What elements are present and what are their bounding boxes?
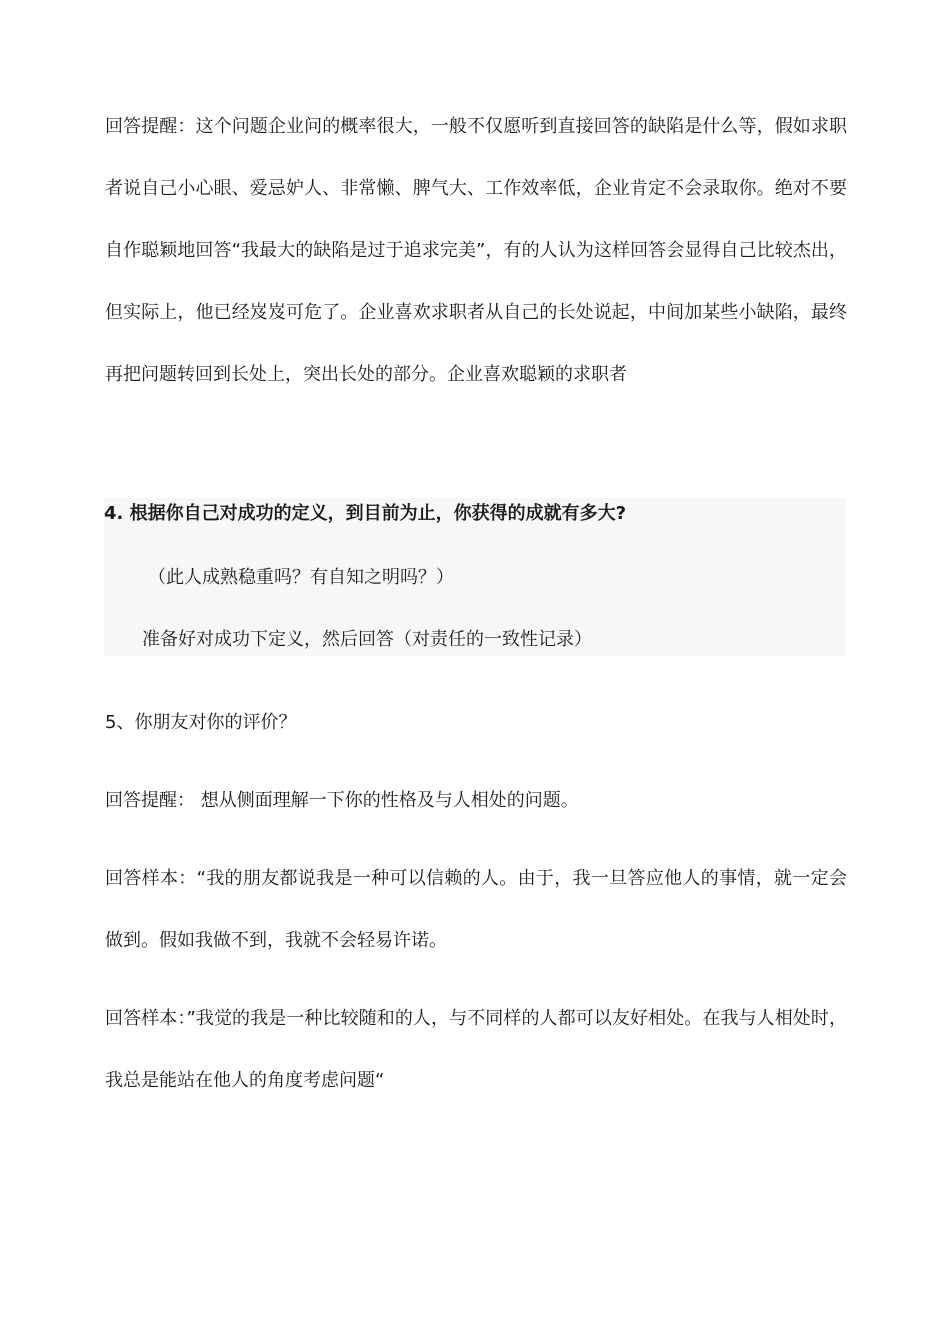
question-4-advice: 准备好对成功下定义，然后回答（对责任的一致性记录）: [142, 629, 592, 650]
question-5-title: 5、你朋友对你的评价？: [105, 712, 297, 733]
question-4-title: 4. 根据你自己对成功的定义，到目前为止，你获得的成就有多大?: [104, 503, 627, 524]
question-4-note: （此人成熟稳重吗？有自知之明吗？）: [148, 567, 454, 588]
question-5-answer-tip: 回答提醒： 想从侧面理解一下你的性格及与人相处的问题。: [105, 790, 579, 811]
answer-tip-paragraph: 回答提醒：这个问题企业问的概率很大，一般不仅愿听到直接回答的缺陷是什么等，假如求职者说自己小心眼、爱忌妒人、非常懒、脾气大、工作效率低，企业肯定不会录取你。绝对不要自作聪颖地回答“我最大的缺陷是过于追求完美”，有的人认为这样回答会显得自己比较杰出，但实际上，他已经岌岌可危了。企业喜欢求职者从自己的长处说起，中间加某些小缺陷，最终再把问题转回到长处上，突出长处的部分。企业喜欢聪颖的求职者: [105, 116, 847, 385]
question-5-sample-2: 回答样本：”我觉的我是一种比较随和的人，与不同样的人都可以友好相处。在我与人相处时，我总是能站在他人的角度考虑问题“: [105, 1008, 847, 1091]
question-4-block: [104, 498, 846, 656]
question-5-sample-1: 回答样本：“我的朋友都说我是一种可以信赖的人。由于，我一旦答应他人的事情，就一定会做到。假如我做不到，我就不会轻易许诺。: [105, 868, 847, 951]
